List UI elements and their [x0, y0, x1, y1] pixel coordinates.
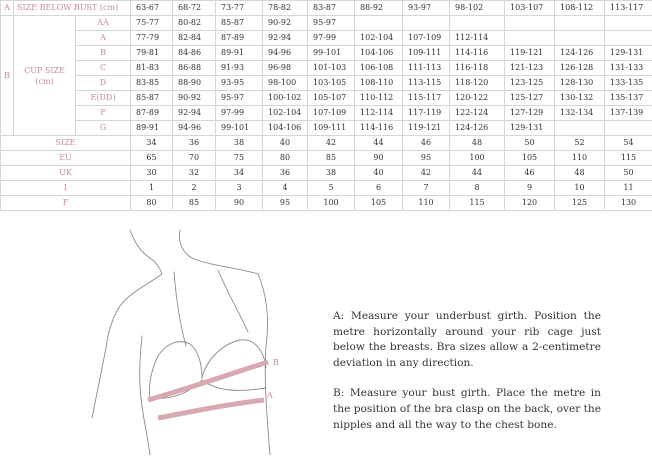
size-value-cell: 90 [216, 196, 263, 211]
cup-range-cell: 102-104 [263, 106, 308, 121]
cup-range-cell: 101-103 [308, 61, 355, 76]
size-value-cell: 50 [605, 166, 652, 181]
cup-letter: E(DD) [76, 91, 131, 106]
cup-range-cell: 104-106 [355, 46, 403, 61]
cup-size-label [14, 16, 76, 136]
instruction-a: A: Measure your underbust girth. Position the metre horizontally around your rib cage just below the breasts. Bra sizes allow a 2-centimetre deviation in any direction. [333, 309, 601, 371]
size-value-cell: 6 [355, 181, 403, 196]
size-value-cell: 130 [605, 196, 652, 211]
cup-range-cell: 95-97 [308, 16, 355, 31]
cup-range-cell: 89-91 [216, 46, 263, 61]
size-value-cell: 85 [308, 151, 355, 166]
head-outline [180, 230, 193, 258]
size-value-cell: 36 [263, 166, 308, 181]
size-value-cell: 50 [505, 136, 555, 151]
cup-range-cell: 99-101 [216, 121, 263, 136]
size-value-cell: 44 [355, 136, 403, 151]
bra-strap-left [174, 272, 186, 346]
size-conversion-row [1, 136, 652, 151]
cup-range-cell: 91-93 [216, 61, 263, 76]
cup-row [1, 16, 652, 31]
cup-row [1, 31, 652, 46]
under-bust-cell: 68-72 [173, 1, 216, 16]
cup-range-cell: 107-109 [308, 106, 355, 121]
cup-range-cell: 109-111 [403, 46, 450, 61]
cup-range-cell [450, 16, 505, 31]
cup-letter: G [76, 121, 131, 136]
size-value-cell: 2 [173, 181, 216, 196]
row-b-marker: B [1, 16, 14, 136]
cup-letter: AA [76, 16, 131, 31]
size-value-cell: 95 [403, 151, 450, 166]
neck-outline [130, 230, 162, 274]
cup-range-cell [605, 121, 652, 136]
under-bust-cell: 108-112 [555, 1, 605, 16]
cup-range-cell: 83-85 [131, 76, 173, 91]
left-shoulder-outline [106, 274, 162, 348]
cup-row [1, 76, 652, 91]
cup-range-cell: 107-109 [403, 31, 450, 46]
size-value-cell: 34 [216, 166, 263, 181]
cup-range-cell: 124-126 [555, 46, 605, 61]
size-conversion-row [1, 181, 652, 196]
cup-row [1, 106, 652, 121]
cup-range-cell: 77-79 [131, 31, 173, 46]
cup-range-cell [605, 16, 652, 31]
size-value-cell: 80 [263, 151, 308, 166]
under-bust-cell: 113-117 [605, 1, 652, 16]
size-system-label: I [1, 181, 131, 196]
cup-row [1, 61, 652, 76]
cup-letter: D [76, 76, 131, 91]
cup-range-cell [605, 31, 652, 46]
size-chart-table [0, 0, 652, 211]
size-value-cell: 95 [263, 196, 308, 211]
cup-range-cell [505, 16, 555, 31]
right-shoulder-outline [192, 258, 258, 274]
size-value-cell: 100 [308, 196, 355, 211]
left-arm-outline [92, 348, 106, 418]
cup-range-cell: 99-101 [308, 46, 355, 61]
size-value-cell: 34 [131, 136, 173, 151]
size-value-cell: 115 [605, 151, 652, 166]
size-value-cell: 44 [450, 166, 505, 181]
cup-range-cell: 129-131 [505, 121, 555, 136]
cup-range-cell: 95-97 [216, 91, 263, 106]
cup-range-cell: 119-121 [505, 46, 555, 61]
size-system-label: F [1, 196, 131, 211]
size-value-cell: 9 [505, 181, 555, 196]
bra-cup-left [158, 342, 202, 378]
cup-range-cell: 75-77 [131, 16, 173, 31]
cup-range-cell: 102-104 [355, 31, 403, 46]
size-system-label: SIZE [1, 136, 131, 151]
cup-range-cell: 114-116 [450, 46, 505, 61]
cup-letter: F [76, 106, 131, 121]
size-value-cell: 46 [403, 136, 450, 151]
under-bust-row [1, 1, 652, 16]
bra-strap-right [218, 270, 248, 332]
cup-range-cell: 85-87 [131, 91, 173, 106]
row-a-marker: A [1, 1, 14, 16]
size-value-cell: 105 [355, 196, 403, 211]
cup-range-cell: 120-122 [450, 91, 505, 106]
tape-b [148, 362, 268, 400]
size-conversion-row [1, 166, 652, 181]
size-value-cell: 75 [216, 151, 263, 166]
under-bust-cell: 63-67 [131, 1, 173, 16]
cup-range-cell: 88-90 [173, 76, 216, 91]
cup-letter: C [76, 61, 131, 76]
size-value-cell: 105 [505, 151, 555, 166]
cup-range-cell: 87-89 [216, 31, 263, 46]
under-bust-cell: 78-82 [263, 1, 308, 16]
cup-letter: A [76, 31, 131, 46]
cup-range-cell: 119-121 [403, 121, 450, 136]
cup-range-cell: 137-139 [605, 106, 652, 121]
size-value-cell: 10 [555, 181, 605, 196]
cup-range-cell: 82-84 [173, 31, 216, 46]
cup-range-cell: 84-86 [173, 46, 216, 61]
under-bust-cell: 83-87 [308, 1, 355, 16]
label-b: B [273, 358, 279, 367]
cup-range-cell [555, 121, 605, 136]
under-bust-cell: 98-102 [450, 1, 505, 16]
cup-range-cell: 111-113 [403, 61, 450, 76]
cup-range-cell: 104-106 [263, 121, 308, 136]
cup-range-cell: 93-95 [216, 76, 263, 91]
cup-range-cell: 80-82 [173, 16, 216, 31]
torso-illustration [90, 228, 320, 455]
size-value-cell: 120 [505, 196, 555, 211]
cup-range-cell: 98-100 [263, 76, 308, 91]
cup-range-cell: 86-88 [173, 61, 216, 76]
instruction-b: B: Measure your bust girth. Place the metre in the position of the bra clasp on the back, over the nipples and all the way to the chest bone. [333, 386, 601, 433]
size-value-cell: 110 [403, 196, 450, 211]
cup-range-cell: 129-131 [605, 46, 652, 61]
cup-range-cell: 113-115 [403, 76, 450, 91]
cup-range-cell: 116-118 [450, 61, 505, 76]
size-system-label: EU [1, 151, 131, 166]
cup-range-cell: 90-92 [173, 91, 216, 106]
cup-range-cell: 118-120 [450, 76, 505, 91]
size-value-cell: 54 [605, 136, 652, 151]
cup-range-cell: 97-99 [216, 106, 263, 121]
cup-range-cell: 130-132 [555, 91, 605, 106]
cup-range-cell [555, 16, 605, 31]
under-bust-cell: 88-92 [355, 1, 403, 16]
size-value-cell: 38 [308, 166, 355, 181]
size-conversion-row [1, 196, 652, 211]
size-value-cell: 46 [505, 166, 555, 181]
cup-row [1, 91, 652, 106]
cup-range-cell: 133-135 [605, 76, 652, 91]
size-value-cell: 38 [216, 136, 263, 151]
cup-range-cell: 89-91 [131, 121, 173, 136]
cup-size-label-line2: (cm) [14, 76, 75, 87]
size-value-cell: 42 [403, 166, 450, 181]
size-value-cell: 40 [263, 136, 308, 151]
cup-range-cell: 125-127 [505, 91, 555, 106]
cup-range-cell: 94-96 [263, 46, 308, 61]
cup-range-cell: 114-116 [355, 121, 403, 136]
cup-range-cell: 81-83 [131, 61, 173, 76]
under-bust-cell: 103-107 [505, 1, 555, 16]
cup-range-cell: 132-134 [555, 106, 605, 121]
cup-letter: B [76, 46, 131, 61]
cup-range-cell: 112-114 [355, 106, 403, 121]
size-value-cell: 40 [355, 166, 403, 181]
cup-range-cell [355, 16, 403, 31]
cup-range-cell: 79-81 [131, 46, 173, 61]
cup-range-cell: 112-114 [450, 31, 505, 46]
size-value-cell: 32 [173, 166, 216, 181]
cup-range-cell: 109-111 [308, 121, 355, 136]
cup-range-cell: 85-87 [216, 16, 263, 31]
tape-a [158, 400, 264, 418]
cup-range-cell: 128-130 [555, 76, 605, 91]
cup-range-cell: 126-128 [555, 61, 605, 76]
cup-range-cell: 135-137 [605, 91, 652, 106]
size-value-cell: 8 [450, 181, 505, 196]
cup-range-cell: 124-126 [450, 121, 505, 136]
left-body-side [142, 406, 150, 455]
cup-range-cell: 100-102 [263, 91, 308, 106]
under-bust-cell: 73-77 [216, 1, 263, 16]
cup-range-cell: 87-89 [131, 106, 173, 121]
size-value-cell: 7 [403, 181, 450, 196]
cup-range-cell: 94-96 [173, 121, 216, 136]
size-value-cell: 65 [131, 151, 173, 166]
cup-range-cell [403, 16, 450, 31]
cup-range-cell: 108-110 [355, 76, 403, 91]
size-value-cell: 1 [131, 181, 173, 196]
cup-range-cell: 92-94 [173, 106, 216, 121]
measurement-figure [90, 228, 320, 455]
cup-range-cell: 92-94 [263, 31, 308, 46]
size-value-cell: 48 [450, 136, 505, 151]
size-value-cell: 125 [555, 196, 605, 211]
measurement-instructions [333, 309, 601, 448]
size-value-cell: 90 [355, 151, 403, 166]
size-value-cell: 11 [605, 181, 652, 196]
cup-range-cell [505, 31, 555, 46]
size-value-cell: 115 [450, 196, 505, 211]
cup-range-cell: 115-117 [403, 91, 450, 106]
label-a: A [266, 391, 273, 400]
size-below-bust-label: SIZE BELOW BUST (cm) [14, 1, 131, 16]
size-system-label: UK [1, 166, 131, 181]
size-value-cell: 3 [216, 181, 263, 196]
left-arm-inner [140, 336, 142, 406]
size-value-cell: 4 [263, 181, 308, 196]
size-value-cell: 110 [555, 151, 605, 166]
size-value-cell: 36 [173, 136, 216, 151]
bra-cup-edge-left [149, 356, 158, 398]
size-conversion-row [1, 151, 652, 166]
cup-size-label-line1: CUP SIZE [14, 65, 75, 76]
size-value-cell: 100 [450, 151, 505, 166]
cup-range-cell: 106-108 [355, 61, 403, 76]
under-bust-cell: 93-97 [403, 1, 450, 16]
cup-range-cell: 105-107 [308, 91, 355, 106]
cup-range-cell: 103-105 [308, 76, 355, 91]
cup-range-cell: 96-98 [263, 61, 308, 76]
size-value-cell: 42 [308, 136, 355, 151]
cup-range-cell: 123-125 [505, 76, 555, 91]
cup-range-cell: 117-119 [403, 106, 450, 121]
size-value-cell: 85 [173, 196, 216, 211]
size-value-cell: 5 [308, 181, 355, 196]
cup-range-cell: 90-92 [263, 16, 308, 31]
cup-range-cell [555, 31, 605, 46]
cup-range-cell: 122-124 [450, 106, 505, 121]
cup-range-cell: 131-133 [605, 61, 652, 76]
cup-row [1, 46, 652, 61]
cup-range-cell: 121-123 [505, 61, 555, 76]
size-value-cell: 48 [555, 166, 605, 181]
cup-range-cell: 110-112 [355, 91, 403, 106]
cup-row [1, 121, 652, 136]
size-value-cell: 52 [555, 136, 605, 151]
cup-range-cell: 97-99 [308, 31, 355, 46]
size-value-cell: 80 [131, 196, 173, 211]
size-value-cell: 30 [131, 166, 173, 181]
cup-range-cell: 127-129 [505, 106, 555, 121]
size-value-cell: 70 [173, 151, 216, 166]
